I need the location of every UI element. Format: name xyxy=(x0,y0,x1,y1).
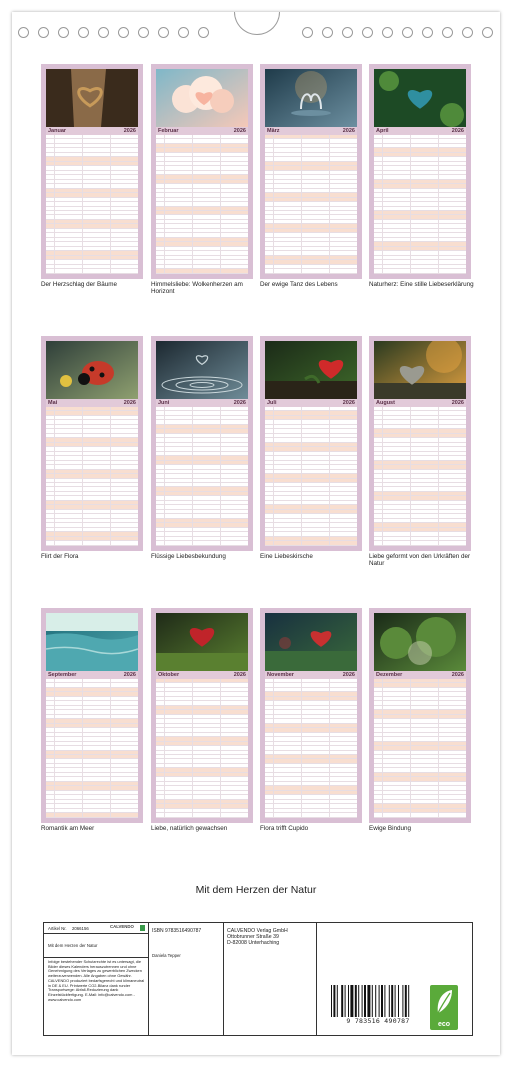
planner-grid xyxy=(265,135,357,274)
imprint-divider xyxy=(148,923,149,1035)
binding-hole xyxy=(98,27,109,38)
month-caption: Ewige Bindung xyxy=(369,825,412,832)
day-row xyxy=(156,813,248,817)
publisher-line: D-82008 Unterhaching xyxy=(227,940,280,947)
publisher-address xyxy=(227,928,288,947)
month-panel xyxy=(151,336,253,551)
month-name: November xyxy=(267,672,294,678)
month-header xyxy=(374,399,466,407)
month-caption: Der ewige Tanz des Lebens xyxy=(260,281,338,288)
month-photo-art xyxy=(374,341,466,399)
month-photo xyxy=(46,341,138,399)
month-panel xyxy=(369,64,471,279)
month-name: Januar xyxy=(48,128,67,134)
month-year: 2026 xyxy=(233,128,246,134)
product-title: Mit dem Herzen der Natur xyxy=(48,943,98,948)
month-photo xyxy=(46,613,138,671)
month-photo xyxy=(265,613,357,671)
binding-hole xyxy=(362,27,373,38)
binding-hole xyxy=(322,27,333,38)
legal-notice: Infolge bestehender Schutzrechte ist es untersagt, die Bilder dieses Kalenders herauszutrennen und ohne Genehmigung des Verlages zu gewerblichen Zwecken weiterzuverwenden. Alle Angaben ohne Gewähr. CALVENDO produziert bedarfsgerecht und klimaneutral in DE & EU. Printwerte CO2-Bilanz dank runder Transportwege: Abfall-Reduzierung dank Einzelstückfertigung. E-Mail: info@calvendo.com - www.calvendo.com xyxy=(48,959,145,1002)
month-header xyxy=(265,399,357,407)
planner-grid xyxy=(374,679,466,818)
binding-hole xyxy=(198,27,209,38)
barcode xyxy=(329,985,427,1025)
month-name: September xyxy=(48,672,77,678)
month-photo xyxy=(374,69,466,127)
month-photo xyxy=(265,341,357,399)
month-photo-art xyxy=(156,341,248,399)
month-caption: Romantik am Meer xyxy=(41,825,95,832)
month-panel xyxy=(369,608,471,823)
month-year: 2026 xyxy=(233,400,246,406)
planner-grid xyxy=(156,679,248,818)
month-photo xyxy=(156,69,248,127)
article-label: Artikel Nr. xyxy=(48,926,67,931)
binding-hole xyxy=(178,27,189,38)
article-number: 2066156 xyxy=(72,926,89,931)
planner-grid xyxy=(374,135,466,274)
publisher-line: Ottobrunner Straße 39 xyxy=(227,934,279,941)
imprint-row-divider xyxy=(44,957,148,958)
binding-hole xyxy=(302,27,313,38)
isbn: ISBN 9783516490787 xyxy=(152,928,202,934)
month-header xyxy=(156,399,248,407)
month-header xyxy=(156,127,248,135)
binding-hole xyxy=(482,27,493,38)
month-panel xyxy=(41,608,143,823)
month-year: 2026 xyxy=(342,128,355,134)
day-row xyxy=(265,269,357,273)
day-row xyxy=(374,541,466,545)
day-row xyxy=(46,541,138,545)
day-row xyxy=(265,541,357,545)
month-year: 2026 xyxy=(233,672,246,678)
month-photo xyxy=(156,613,248,671)
imprint-row-divider xyxy=(44,933,148,934)
binding-hole xyxy=(158,27,169,38)
author: Daniela Tepper xyxy=(152,953,181,958)
imprint-box xyxy=(43,922,473,1036)
month-name: Februar xyxy=(158,128,179,134)
eco-label: eco xyxy=(437,1021,451,1028)
month-header xyxy=(374,127,466,135)
month-name: August xyxy=(376,400,395,406)
month-photo-art xyxy=(265,341,357,399)
binding-hole xyxy=(402,27,413,38)
month-name: Juli xyxy=(267,400,277,406)
month-name: Juni xyxy=(158,400,170,406)
brand-logo: CALVENDO xyxy=(110,924,134,929)
binding-hole xyxy=(342,27,353,38)
imprint-divider xyxy=(316,923,317,1035)
barcode-digits: 9 783516 490787 xyxy=(346,1017,410,1025)
month-panel xyxy=(151,608,253,823)
month-photo-art xyxy=(374,69,466,127)
month-year: 2026 xyxy=(342,400,355,406)
month-name: Dezember xyxy=(376,672,403,678)
planner-grid xyxy=(46,679,138,818)
binding-hole xyxy=(38,27,49,38)
month-caption: Eine Liebeskirsche xyxy=(260,553,313,560)
month-panel xyxy=(151,64,253,279)
calendar-title: Mit dem Herzen der Natur xyxy=(195,884,317,896)
binding-hole xyxy=(18,27,29,38)
month-caption: Flüssige Liebesbekundung xyxy=(151,553,226,560)
imprint-divider xyxy=(223,923,224,1035)
binding-hole xyxy=(58,27,69,38)
leaf-icon xyxy=(430,985,458,1019)
month-photo-art xyxy=(265,69,357,127)
month-panel xyxy=(260,608,362,823)
month-header xyxy=(46,671,138,679)
month-panel xyxy=(41,64,143,279)
month-year: 2026 xyxy=(342,672,355,678)
month-year: 2026 xyxy=(123,128,136,134)
month-name: Mai xyxy=(48,400,58,406)
day-row xyxy=(156,269,248,273)
month-caption: Himmelsliebe: Wolkenherzen am Horizont xyxy=(151,281,243,296)
month-panel xyxy=(260,64,362,279)
month-photo-art xyxy=(46,341,138,399)
day-row xyxy=(156,541,248,545)
month-header xyxy=(265,127,357,135)
binding-hole xyxy=(382,27,393,38)
month-header xyxy=(156,671,248,679)
month-photo xyxy=(374,341,466,399)
month-photo-art xyxy=(374,613,466,671)
day-row xyxy=(374,269,466,273)
eco-badge xyxy=(430,985,458,1030)
planner-grid xyxy=(46,135,138,274)
day-row xyxy=(374,813,466,817)
barcode-bars xyxy=(329,985,427,1017)
month-caption: Flora trifft Cupido xyxy=(260,825,309,832)
planner-grid xyxy=(46,407,138,546)
month-photo xyxy=(265,69,357,127)
month-year: 2026 xyxy=(451,400,464,406)
month-photo-art xyxy=(265,613,357,671)
publisher-line: CALVENDO Verlag GmbH xyxy=(227,928,288,934)
planner-grid xyxy=(265,407,357,546)
month-caption: Der Herzschlag der Bäume xyxy=(41,281,117,288)
month-photo xyxy=(374,613,466,671)
month-photo-art xyxy=(46,69,138,127)
month-name: März xyxy=(267,128,280,134)
planner-grid xyxy=(156,135,248,274)
month-year: 2026 xyxy=(451,672,464,678)
day-row xyxy=(265,813,357,817)
binding-hole xyxy=(78,27,89,38)
month-header xyxy=(46,127,138,135)
month-caption: Flirt der Flora xyxy=(41,553,79,560)
month-photo-art xyxy=(46,613,138,671)
brand-mark-icon xyxy=(140,925,145,931)
month-year: 2026 xyxy=(123,672,136,678)
month-photo-art xyxy=(156,613,248,671)
month-header xyxy=(46,399,138,407)
month-caption: Naturherz: Eine stille Liebeserklärung xyxy=(369,281,474,288)
planner-grid xyxy=(374,407,466,546)
month-panel xyxy=(41,336,143,551)
day-row xyxy=(46,813,138,817)
binding-hole xyxy=(118,27,129,38)
month-caption: Liebe, natürlich gewachsen xyxy=(151,825,228,832)
binding-hole xyxy=(462,27,473,38)
planner-grid xyxy=(265,679,357,818)
month-name: April xyxy=(376,128,389,134)
month-header xyxy=(265,671,357,679)
month-name: Oktober xyxy=(158,672,180,678)
day-row xyxy=(46,269,138,273)
month-panel xyxy=(369,336,471,551)
binding-hole xyxy=(138,27,149,38)
month-year: 2026 xyxy=(451,128,464,134)
month-panel xyxy=(260,336,362,551)
month-year: 2026 xyxy=(123,400,136,406)
month-photo xyxy=(46,69,138,127)
binding-hole xyxy=(442,27,453,38)
month-header xyxy=(374,671,466,679)
planner-grid xyxy=(156,407,248,546)
month-caption: Liebe geformt von den Urkräften der Natur xyxy=(369,553,471,568)
binding-hole xyxy=(422,27,433,38)
month-photo xyxy=(156,341,248,399)
month-photo-art xyxy=(156,69,248,127)
